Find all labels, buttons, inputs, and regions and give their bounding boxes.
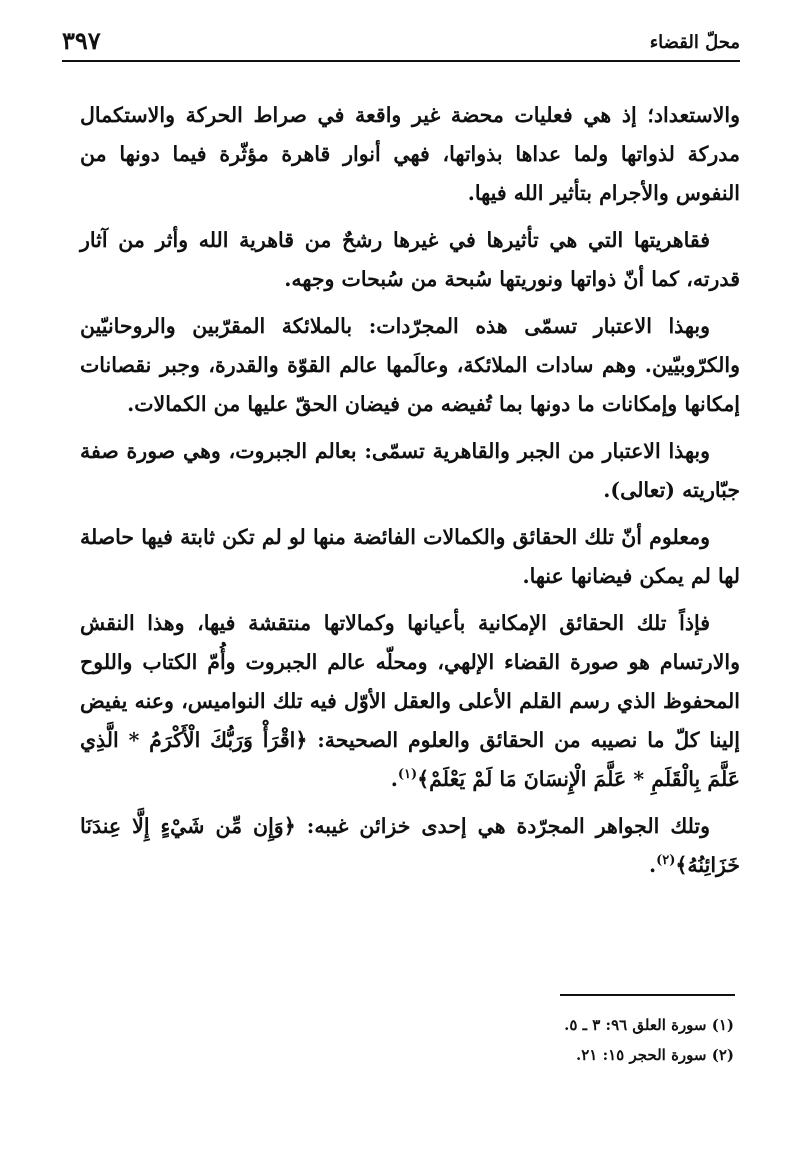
paragraph: وبهذا الاعتبار من الجبر والقاهرية تسمّى: بعالم الجبروت، وهي صورة صفة جبّاريته (تعالى). xyxy=(80,439,740,502)
paragraph-with-quran xyxy=(80,807,740,885)
footnote-1: (١) سورة العلق ٩٦: ٣ ـ ٥. xyxy=(564,1016,734,1034)
footnote-ref-2: (٢) xyxy=(656,853,676,869)
paragraph: ومعلوم أنّ تلك الحقائق والكمالات الفائضة منها لو لم تكن ثابتة فيها حاصلة لها لم يمكن فيضانها عنها. xyxy=(80,525,740,588)
paragraph-with-quran xyxy=(80,604,740,799)
paragraph: فقاهريتها التي هي تأثيرها في غيرها رشحٌ من قاهرية الله وأثر من آثار قدرته، كما أنّ ذواتها ونوريتها سُبحة من سُبحات وجهه. xyxy=(80,228,740,291)
page-header xyxy=(62,26,740,60)
page-number: ٣٩٧ xyxy=(62,26,101,55)
paragraph-text: فإذاً تلك الحقائق الإمكانية بأعيانها وكمالاتها منتقشة فيها، وهذا النقش والارتسام هو صورة القضاء الإلهي، ومحلّه عالم الجبروت وأُمّ الكتاب واللوح المحفوظ الذي رسم القلم الأعلى والعقل الأوّل فيه تلك النواميس، وعنه يفيض إلينا كلّ ما نصيبه من الحقائق والعلوم الصحيحة: xyxy=(80,611,740,752)
quran-verse-1: ﴿اقْرَأْ وَرَبُّكَ الْأَكْرَمُ * الَّذِي عَلَّمَ بِالْقَلَمِ * عَلَّمَ الْإِنسَانَ مَا لَمْ يَعْلَمْ﴾ xyxy=(80,728,740,791)
running-head: محلّ القضاء xyxy=(649,32,740,53)
footnote-rule xyxy=(560,994,735,996)
footnote-ref-1: (١) xyxy=(397,767,418,783)
header-rule xyxy=(62,60,740,62)
footnotes xyxy=(80,1010,734,1070)
paragraph: والاستعداد؛ إذ هي فعليات محضة غير واقعة في صراط الحركة والاستكمال مدركة لذواتها ولما عداها بذواتها، فهي أنوار قاهرة مؤثّرة فيما دونها من النفوس والأجرام بتأثير الله فيها. xyxy=(80,103,740,205)
paragraph: وبهذا الاعتبار تسمّى هذه المجرّدات: بالملائكة المقرّبين والروحانيّين والكرّوبيّين. وهم سادات الملائكة، وعالَمها عالم القوّة والقدرة، وجبر نقصانات إمكانها وإمكانات ما دونها بما تُفيضه من فيضان الحقّ عليها من الكمالات. xyxy=(80,314,740,416)
footnote-2: (٢) سورة الحجر ١٥: ٢١. xyxy=(576,1046,734,1064)
quran-verse-2: ﴿وَإِن مِّن شَيْءٍ إِلَّا عِندَنَا خَزَائِنُهُ﴾ xyxy=(80,814,740,877)
period: . xyxy=(648,853,657,877)
body-text xyxy=(80,96,740,893)
paragraph-text: وتلك الجواهر المجرّدة هي إحدى خزائن غيبه: xyxy=(306,814,710,838)
period: . xyxy=(390,767,398,791)
